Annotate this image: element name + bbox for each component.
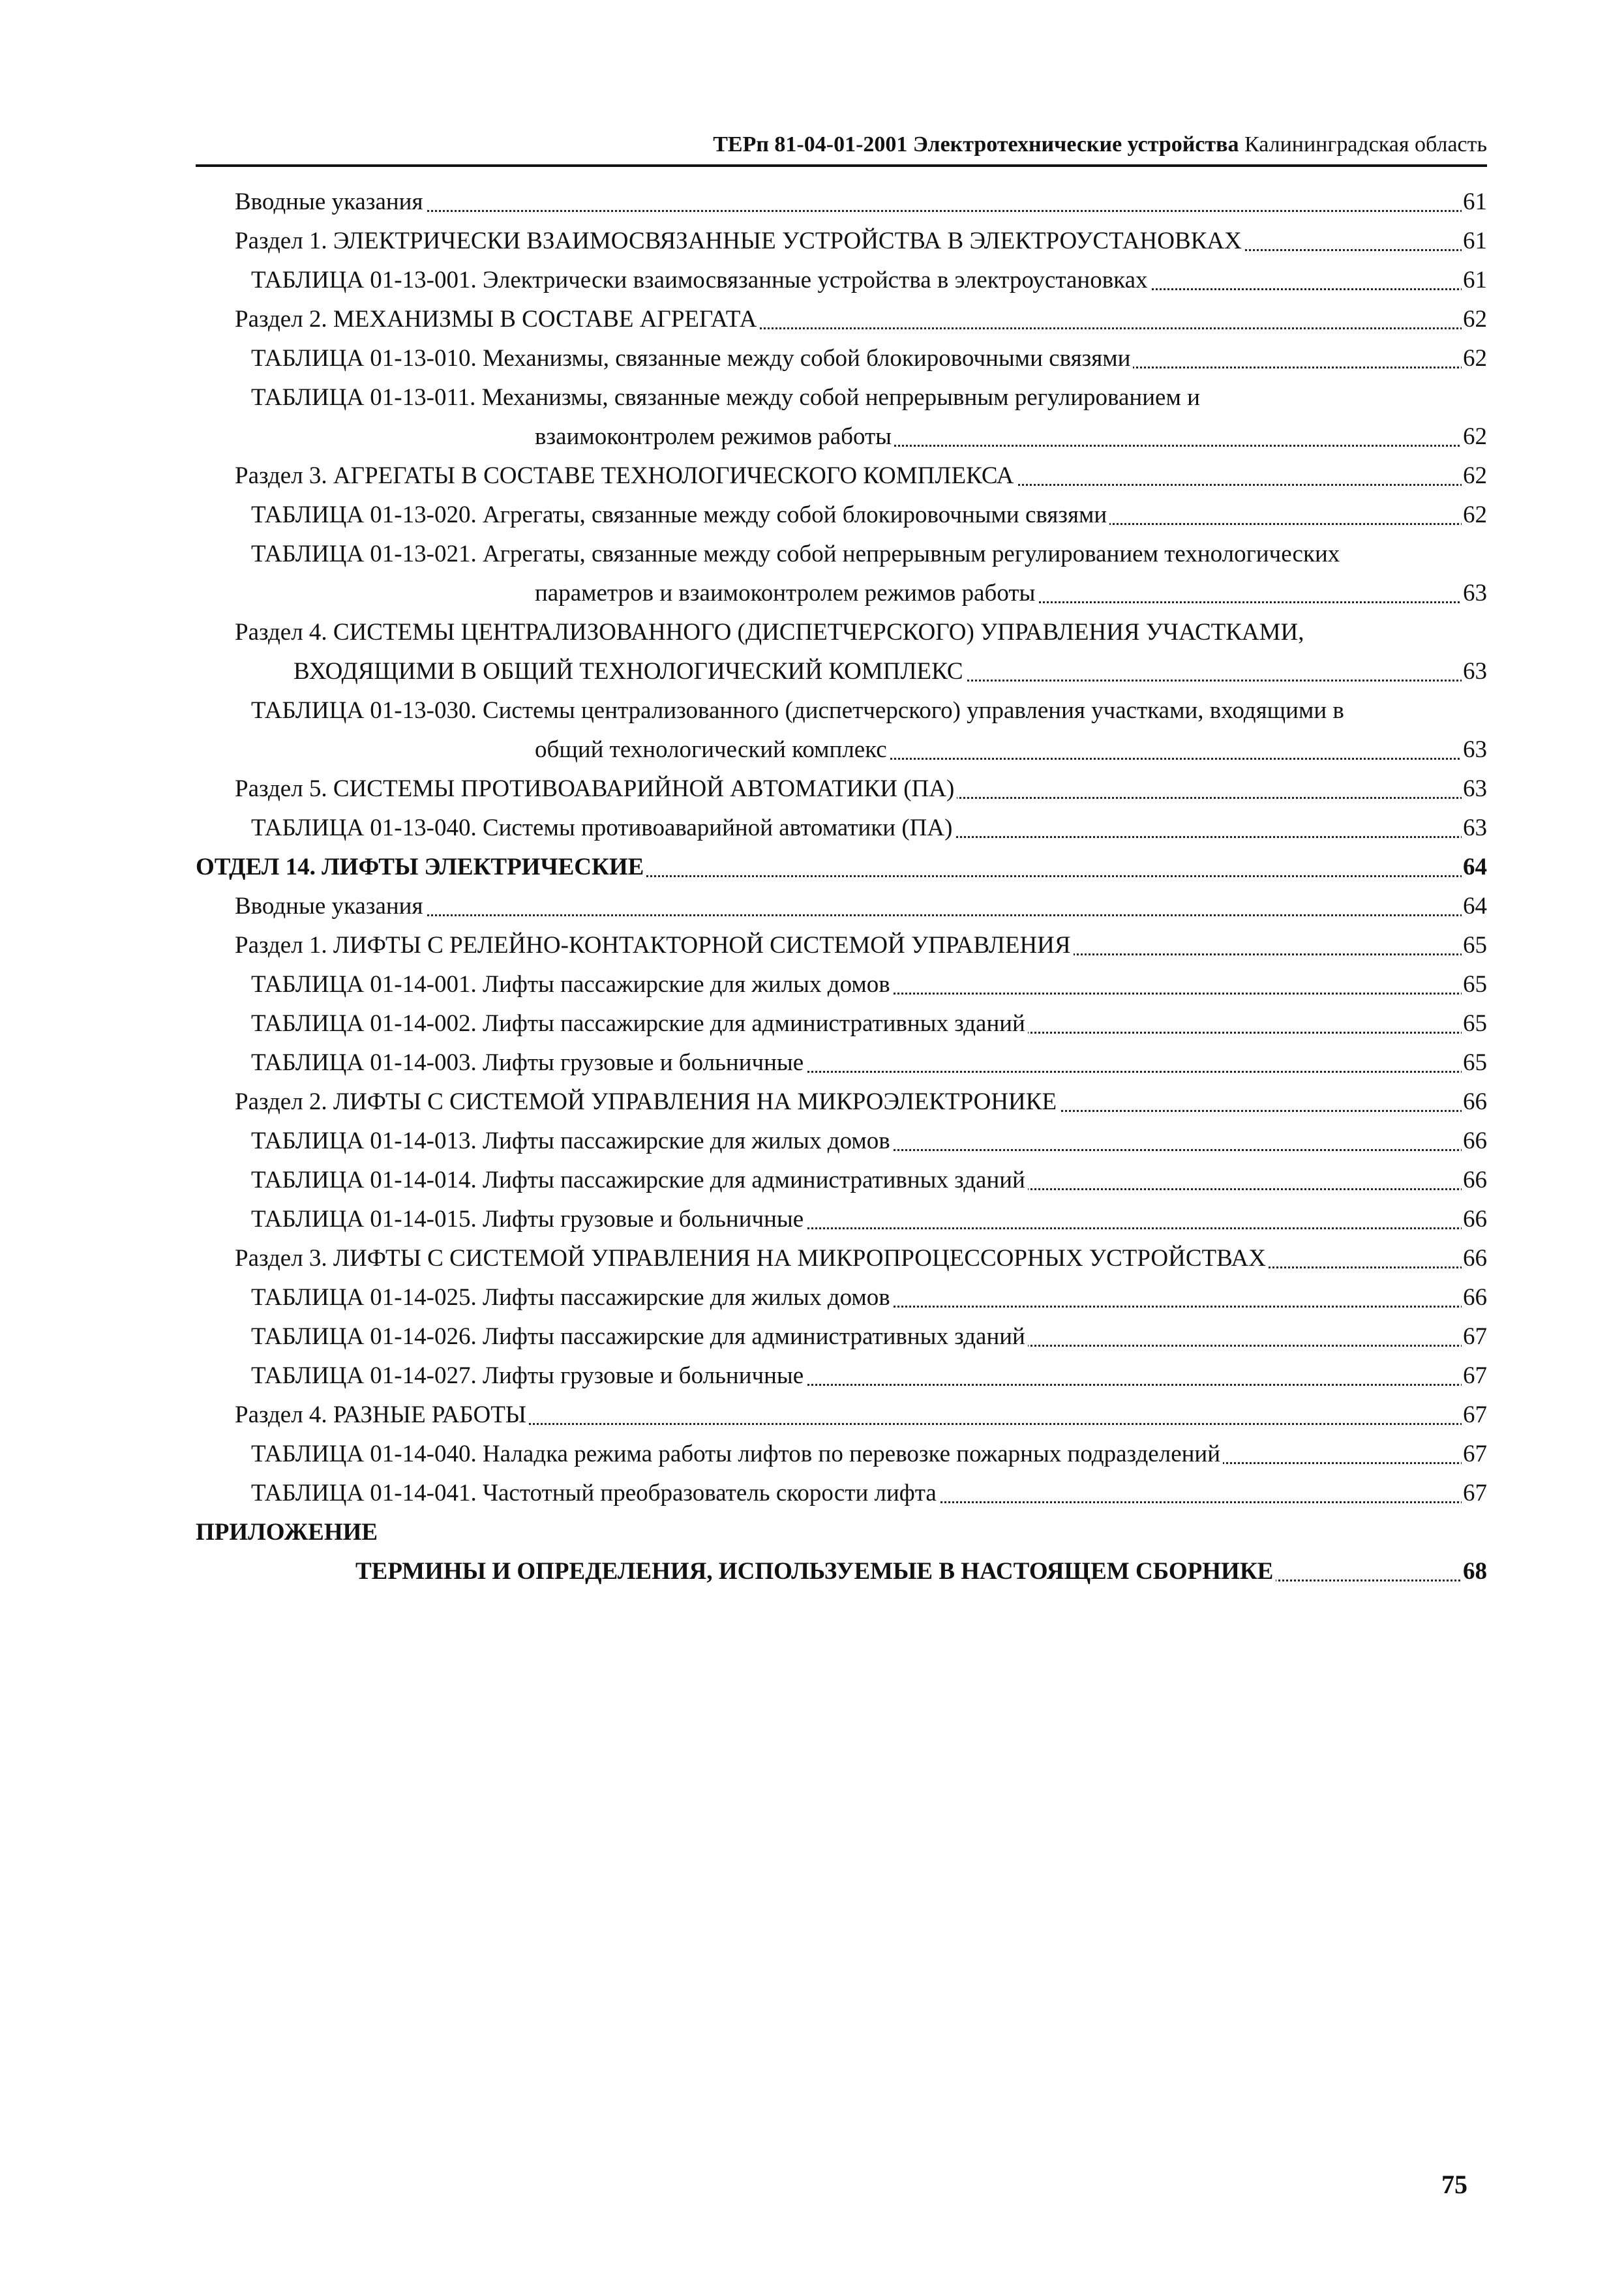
toc-page-number: 66: [1462, 1200, 1487, 1239]
toc-entry[interactable]: [196, 1122, 1487, 1161]
toc-entry-text: Раздел 3. ЛИФТЫ С СИСТЕМОЙ УПРАВЛЕНИЯ НА МИКРОПРОЦЕССОРНЫХ УСТРОЙСТВАХ: [235, 1239, 1269, 1278]
header-region: Калининградская область: [1244, 132, 1487, 157]
toc-entry[interactable]: [196, 1513, 1487, 1591]
running-header: [196, 125, 1487, 164]
toc-page-number: 67: [1462, 1356, 1487, 1396]
toc-entry[interactable]: [196, 1239, 1487, 1278]
toc-page-number: 61: [1462, 261, 1487, 300]
toc-entry[interactable]: [196, 1396, 1487, 1435]
toc-page-number: 66: [1462, 1239, 1487, 1278]
toc-page-number: 64: [1462, 887, 1487, 926]
toc-entry-text-continued: параметров и взаимоконтролем режимов работы: [535, 574, 1038, 613]
toc-entry-text: Раздел 1. ЛИФТЫ С РЕЛЕЙНО-КОНТАКТОРНОЙ СИСТЕМОЙ УПРАВЛЕНИЯ: [235, 926, 1074, 965]
toc-entry[interactable]: [196, 809, 1487, 848]
toc-page-number: 67: [1462, 1317, 1487, 1356]
toc-entry[interactable]: [196, 848, 1487, 887]
toc-entry[interactable]: [196, 300, 1487, 339]
toc-entry[interactable]: [196, 1161, 1487, 1200]
toc-page-number: 62: [1462, 417, 1487, 457]
toc-page-number: 63: [1462, 652, 1487, 691]
header-rule: [196, 164, 1487, 167]
toc-entry-text: ТАБЛИЦА 01-14-001. Лифты пассажирские для жилых домов: [251, 965, 893, 1004]
toc-entry-text: ТАБЛИЦА 01-14-025. Лифты пассажирские для жилых домов: [251, 1278, 893, 1317]
toc-entry-text: ТАБЛИЦА 01-13-040. Системы противоаварийной автоматики (ПА): [251, 809, 955, 848]
toc-entry-text: Раздел 3. АГРЕГАТЫ В СОСТАВЕ ТЕХНОЛОГИЧЕСКОГО КОМПЛЕКСА: [235, 457, 1016, 496]
toc-page-number: 62: [1462, 496, 1487, 535]
toc-page-number: 62: [1462, 457, 1487, 496]
toc-entry[interactable]: [196, 1474, 1487, 1513]
toc-page-number: 63: [1462, 730, 1487, 770]
toc-entry-text: ТАБЛИЦА 01-14-015. Лифты грузовые и больничные: [251, 1200, 806, 1239]
toc-entry-text: ТАБЛИЦА 01-14-002. Лифты пассажирские для административных зданий: [251, 1004, 1028, 1043]
toc-entry[interactable]: [196, 183, 1487, 222]
toc-entry[interactable]: [196, 496, 1487, 535]
toc-entry-text: ТАБЛИЦА 01-14-027. Лифты грузовые и больничные: [251, 1356, 806, 1396]
toc-entry[interactable]: [196, 1356, 1487, 1396]
toc-entry[interactable]: [196, 535, 1487, 613]
toc-entry-text: Вводные указания: [235, 183, 425, 222]
toc-entry-text-continued: ВХОДЯЩИМИ В ОБЩИЙ ТЕХНОЛОГИЧЕСКИЙ КОМПЛЕКС: [293, 652, 966, 691]
toc-entry[interactable]: [196, 378, 1487, 457]
toc-entry[interactable]: [196, 1083, 1487, 1122]
toc-entry-text: ТАБЛИЦА 01-14-026. Лифты пассажирские для административных зданий: [251, 1317, 1028, 1356]
header-title: Электротехнические устройства: [912, 132, 1239, 157]
toc-page-number: 66: [1462, 1083, 1487, 1122]
toc-entry-text: ТАБЛИЦА 01-14-013. Лифты пассажирские для жилых домов: [251, 1122, 893, 1161]
toc-entry[interactable]: [196, 1004, 1487, 1043]
toc-entry-text: ТАБЛИЦА 01-14-041. Частотный преобразователь скорости лифта: [251, 1474, 939, 1513]
toc-entry-text: ТАБЛИЦА 01-13-021. Агрегаты, связанные между собой непрерывным регулированием технологических: [251, 535, 1342, 574]
toc-entry-text: ТАБЛИЦА 01-14-014. Лифты пассажирские для административных зданий: [251, 1161, 1028, 1200]
toc-page-number: 67: [1462, 1396, 1487, 1435]
toc-page-number: 62: [1462, 300, 1487, 339]
toc-entry-text: ТАБЛИЦА 01-13-001. Электрически взаимосвязанные устройства в электроустановках: [251, 261, 1150, 300]
toc-page-number: 68: [1462, 1552, 1487, 1591]
toc-entry[interactable]: [196, 339, 1487, 378]
toc-entry[interactable]: [196, 770, 1487, 809]
toc-page-number: 65: [1462, 1004, 1487, 1043]
toc-page-number: 63: [1462, 770, 1487, 809]
toc-entry-text: ПРИЛОЖЕНИЕ: [196, 1513, 380, 1552]
toc-entry[interactable]: [196, 887, 1487, 926]
toc-entry-text: ОТДЕЛ 14. ЛИФТЫ ЭЛЕКТРИЧЕСКИЕ: [196, 848, 646, 887]
toc-entry-text: ТАБЛИЦА 01-13-030. Системы централизованного (диспетчерского) управления участками, входящими в: [251, 691, 1347, 730]
toc-entry-text-continued: взаимоконтролем режимов работы: [535, 417, 894, 457]
toc-page-number: 65: [1462, 1043, 1487, 1083]
toc-page-number: 64: [1462, 848, 1487, 887]
toc-page-number: 66: [1462, 1278, 1487, 1317]
toc-entry[interactable]: [196, 457, 1487, 496]
toc-entry[interactable]: [196, 1043, 1487, 1083]
toc-page-number: 67: [1462, 1474, 1487, 1513]
toc-page-number: 63: [1462, 574, 1487, 613]
toc-entry-text: Раздел 2. ЛИФТЫ С СИСТЕМОЙ УПРАВЛЕНИЯ НА МИКРОЭЛЕКТРОНИКЕ: [235, 1083, 1059, 1122]
toc-entry[interactable]: [196, 1200, 1487, 1239]
toc-entry[interactable]: [196, 1317, 1487, 1356]
toc-page-number: 65: [1462, 926, 1487, 965]
toc-page-number: 62: [1462, 339, 1487, 378]
toc-entry-text: ТАБЛИЦА 01-14-003. Лифты грузовые и больничные: [251, 1043, 806, 1083]
toc-entry-text: ТАБЛИЦА 01-14-040. Наладка режима работы лифтов по перевозке пожарных подразделений: [251, 1435, 1223, 1474]
toc-entry-text: Раздел 4. СИСТЕМЫ ЦЕНТРАЛИЗОВАННОГО (ДИСПЕТЧЕРСКОГО) УПРАВЛЕНИЯ УЧАСТКАМИ,: [235, 613, 1307, 652]
toc-entry-text: Раздел 2. МЕХАНИЗМЫ В СОСТАВЕ АГРЕГАТА: [235, 300, 759, 339]
toc-entry-text-continued: ТЕРМИНЫ И ОПРЕДЕЛЕНИЯ, ИСПОЛЬЗУЕМЫЕ В НАСТОЯЩЕМ СБОРНИКЕ: [355, 1552, 1276, 1591]
toc-entry-text: Вводные указания: [235, 887, 425, 926]
toc-page-number: 67: [1462, 1435, 1487, 1474]
toc-page-number: 61: [1462, 183, 1487, 222]
toc-entry-text: Раздел 4. РАЗНЫЕ РАБОТЫ: [235, 1396, 529, 1435]
toc-entry[interactable]: [196, 222, 1487, 261]
toc-entry[interactable]: [196, 926, 1487, 965]
toc-page-number: 66: [1462, 1122, 1487, 1161]
toc-entry[interactable]: [196, 613, 1487, 691]
toc-entry[interactable]: [196, 1435, 1487, 1474]
toc-entry-text: Раздел 1. ЭЛЕКТРИЧЕСКИ ВЗАИМОСВЯЗАННЫЕ УСТРОЙСТВА В ЭЛЕКТРОУСТАНОВКАХ: [235, 222, 1244, 261]
toc-page-number: 65: [1462, 965, 1487, 1004]
toc-entry[interactable]: [196, 691, 1487, 770]
toc-entry-text: ТАБЛИЦА 01-13-020. Агрегаты, связанные между собой блокировочными связями: [251, 496, 1109, 535]
toc-entry-text: Раздел 5. СИСТЕМЫ ПРОТИВОАВАРИЙНОЙ АВТОМАТИКИ (ПА): [235, 770, 957, 809]
page-number: 75: [1441, 2170, 1467, 2199]
toc-entry-text: ТАБЛИЦА 01-13-010. Механизмы, связанные между собой блокировочными связями: [251, 339, 1133, 378]
toc-entry[interactable]: [196, 1278, 1487, 1317]
toc-entry[interactable]: [196, 261, 1487, 300]
toc-page-number: 63: [1462, 809, 1487, 848]
toc-entry[interactable]: [196, 965, 1487, 1004]
toc-entry-text-continued: общий технологический комплекс: [535, 730, 890, 770]
table-of-contents: [196, 183, 1487, 1591]
toc-entry-text: ТАБЛИЦА 01-13-011. Механизмы, связанные между собой непрерывным регулированием и: [251, 378, 1203, 417]
toc-page-number: 66: [1462, 1161, 1487, 1200]
header-code: ТЕРп 81-04-01-2001: [713, 132, 908, 157]
toc-page-number: 61: [1462, 222, 1487, 261]
